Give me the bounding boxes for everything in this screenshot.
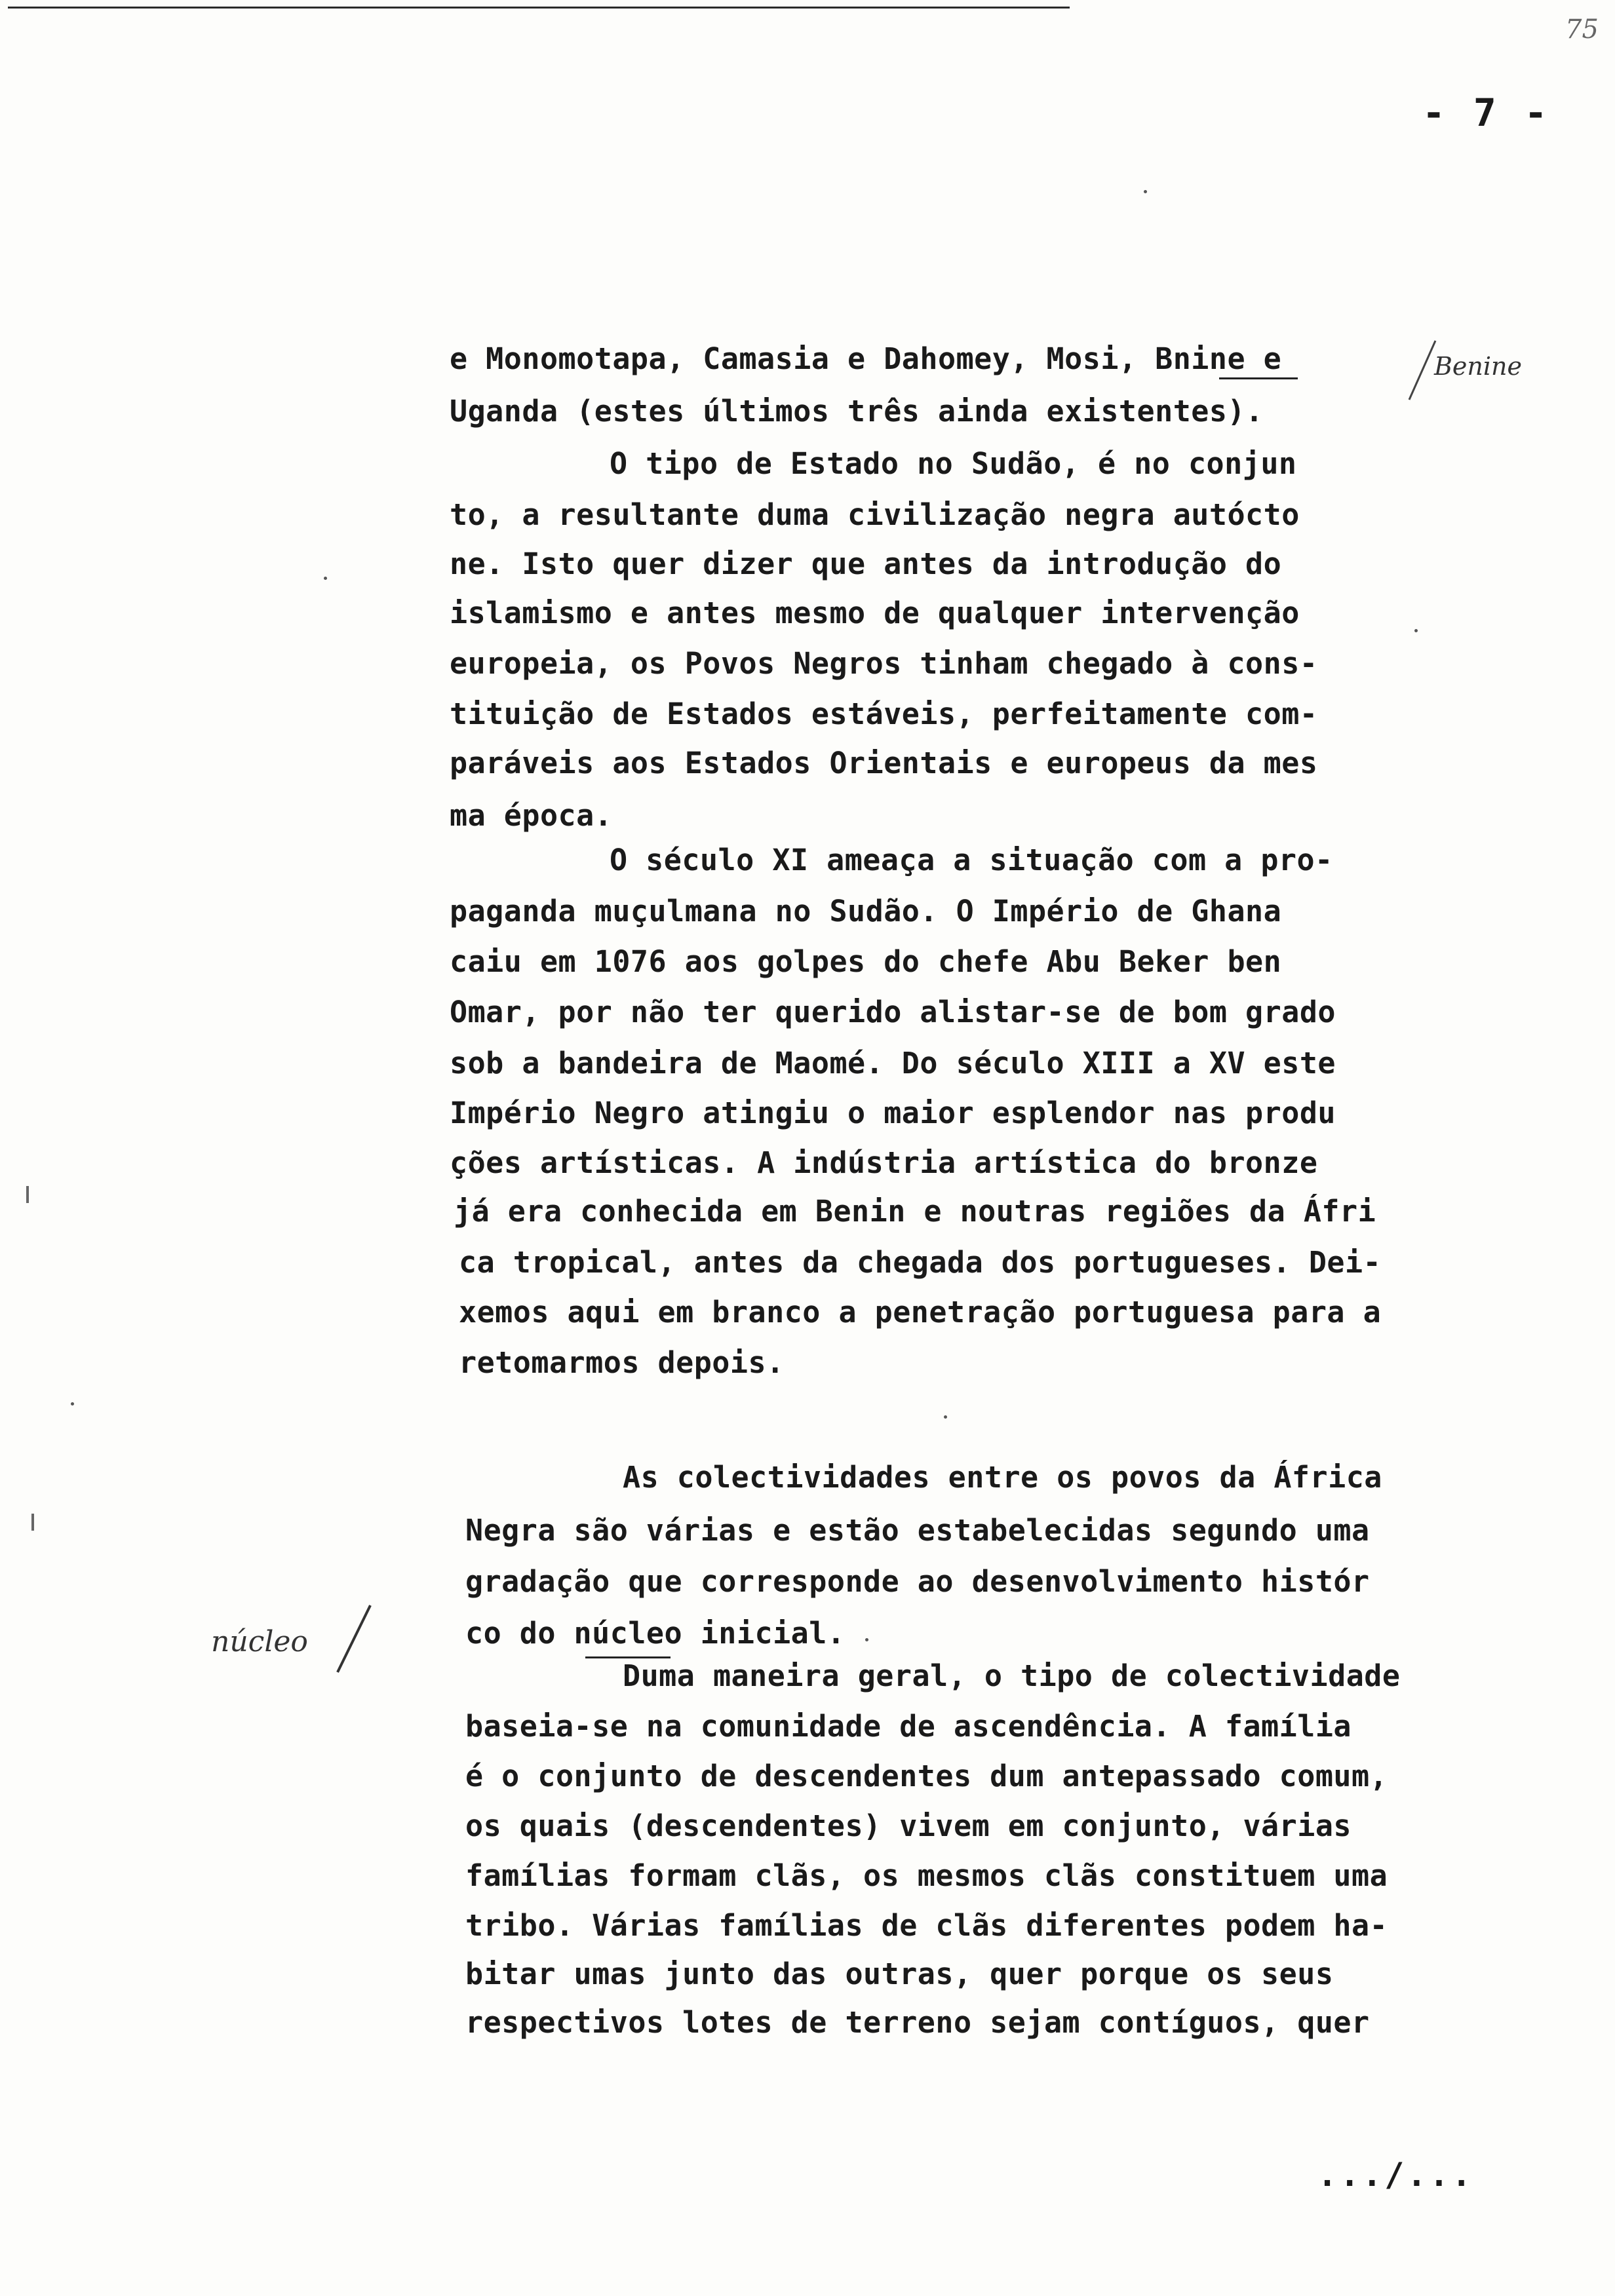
text-line: tribo. Várias famílias de clãs diferentes podem ha- xyxy=(465,1908,1388,1943)
text-line: é o conjunto de descendentes dum antepassado comum, xyxy=(465,1759,1388,1793)
text-line: Omar, por não ter querido alistar-se de bom grado xyxy=(450,995,1336,1029)
archive-page-mark: 75 xyxy=(1565,14,1599,45)
scan-mark xyxy=(31,1514,34,1531)
text-line: paganda muçulmana no Sudão. O Império de Ghana xyxy=(450,894,1282,928)
margin-note-benin xyxy=(1390,334,1553,406)
scan-mark xyxy=(26,1186,29,1203)
page-number: - 7 - xyxy=(1422,90,1550,135)
text-line: Império Negro atingiu o maior esplendor nas produ xyxy=(450,1096,1336,1130)
underline-nucleo xyxy=(585,1656,671,1658)
scan-speck xyxy=(944,1415,947,1419)
text-line: os quais (descendentes) vivem em conjunto, várias xyxy=(465,1808,1352,1843)
text-line: baseia-se na comunidade de ascendência. A família xyxy=(465,1709,1352,1744)
text-line: ca tropical, antes da chegada dos portugueses. Dei- xyxy=(459,1245,1382,1280)
text-line: retomarmos depois. xyxy=(459,1345,785,1380)
text-line: famílias formam clãs, os mesmos clãs constituem uma xyxy=(465,1858,1388,1893)
text-line: ne. Isto quer dizer que antes da introdução do xyxy=(450,546,1282,581)
text-line: ma época. xyxy=(450,798,613,833)
scan-speck xyxy=(865,1638,868,1641)
text-line: bitar umas junto das outras, quer porque os seus xyxy=(465,1957,1334,1991)
text-line: caiu em 1076 aos golpes do chefe Abu Beker ben xyxy=(450,944,1282,979)
text-line: O tipo de Estado no Sudão, é no conjun xyxy=(610,446,1297,481)
text-line: já era conhecida em Benin e noutras regiões da Áfri xyxy=(454,1194,1376,1229)
scan-speck xyxy=(71,1402,74,1406)
text-line: co do núcleo inicial. xyxy=(465,1616,846,1651)
text-line: paráveis aos Estados Orientais e europeus da mes xyxy=(450,746,1318,780)
scan-speck xyxy=(1414,629,1418,632)
text-line: O século XI ameaça a situação com a pro- xyxy=(610,843,1333,877)
text-line: As colectividades entre os povos da África xyxy=(623,1460,1382,1495)
text-line: tituição de Estados estáveis, perfeitamente com- xyxy=(450,697,1318,731)
text-line: Negra são várias e estão estabelecidas segundo uma xyxy=(465,1513,1370,1548)
text-line: europeia, os Povos Negros tinham chegado à cons- xyxy=(450,646,1318,681)
text-line: gradação que corresponde ao desenvolvimento histór xyxy=(465,1564,1370,1599)
text-line: Uganda (estes últimos três ainda existentes). xyxy=(450,394,1264,429)
text-line: islamismo e antes mesmo de qualquer intervenção xyxy=(450,596,1300,630)
scan-speck xyxy=(324,577,327,580)
text-line: to, a resultante duma civilização negra autócto xyxy=(450,497,1300,532)
underline-bnine xyxy=(1219,377,1298,379)
margin-note-benin-text: Benine xyxy=(1434,352,1523,381)
text-line: Duma maneira geral, o tipo de colectividade xyxy=(623,1658,1401,1693)
continuation-marker: .../... xyxy=(1317,2156,1474,2194)
margin-note-nucleo xyxy=(203,1599,400,1677)
text-line: ções artísticas. A indústria artística do bronze xyxy=(450,1145,1318,1180)
margin-note-nucleo-text: núcleo xyxy=(211,1625,308,1658)
text-line: e Monomotapa, Camasia e Dahomey, Mosi, Bnine e xyxy=(450,341,1282,376)
text-line: respectivos lotes de terreno sejam contíguos, quer xyxy=(465,2005,1370,2040)
scan-speck xyxy=(1144,190,1147,193)
text-line: sob a bandeira de Maomé. Do século XIII a XV este xyxy=(450,1046,1336,1081)
top-rule xyxy=(8,7,1070,9)
text-line: xemos aqui em branco a penetração portuguesa para a xyxy=(459,1295,1382,1330)
